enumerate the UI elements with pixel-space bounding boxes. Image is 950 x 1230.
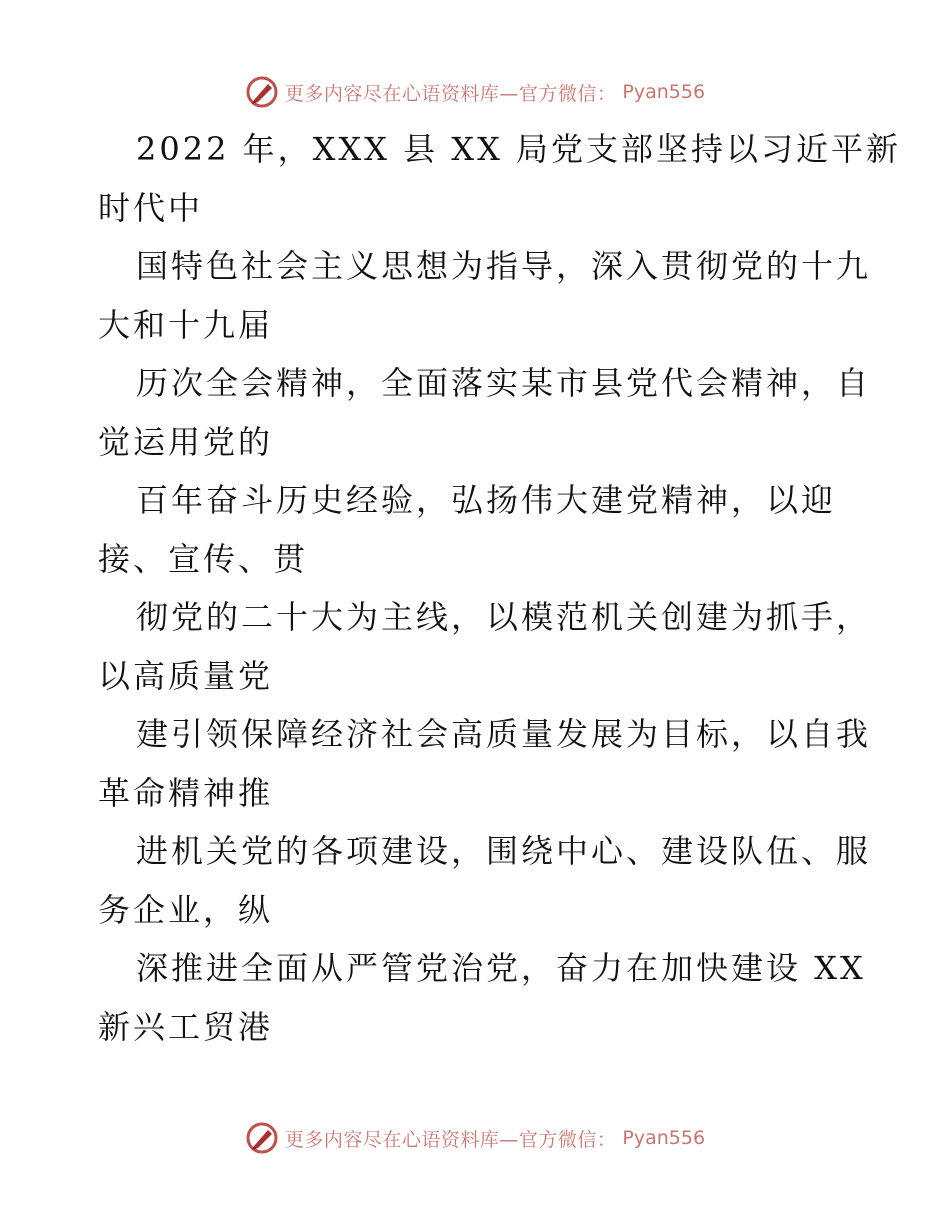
body-line: 建引领保障经济社会高质量发展为目标，以自我	[136, 715, 872, 753]
watermark-id: Pyan556	[622, 1127, 706, 1149]
pen-logo-icon	[245, 1121, 279, 1155]
body-line: 以高质量党	[98, 656, 274, 695]
body-line: 进机关党的各项建设，围绕中心、建设队伍、服	[136, 832, 872, 870]
pen-logo-icon	[245, 75, 279, 109]
body-line: 彻党的二十大为主线，以模范机关创建为抓手，	[136, 598, 872, 636]
body-line: 深推进全面从严管党治党，奋力在加快建设 XX	[136, 949, 866, 987]
body-line: 觉运用党的	[98, 422, 274, 461]
document-body	[98, 120, 902, 1056]
body-line: 新兴工贸港	[98, 1007, 274, 1046]
watermark-id: Pyan556	[622, 81, 706, 103]
footer-watermark	[0, 1118, 950, 1158]
body-line: 务企业，纵	[98, 890, 274, 929]
body-line: 2022 年，XXX 县 XX 局党支部坚持以习近平新	[136, 130, 902, 168]
body-line: 历次全会精神，全面落实某市县党代会精神，自	[136, 364, 872, 402]
body-line: 革命精神推	[98, 773, 274, 812]
watermark-text: 更多内容尽在心语资料库—官方微信：	[284, 1128, 617, 1151]
body-line: 接、宣传、贯	[98, 539, 309, 578]
body-line: 时代中	[98, 188, 204, 227]
watermark-text: 更多内容尽在心语资料库—官方微信：	[284, 82, 617, 105]
body-line: 国特色社会主义思想为指导，深入贯彻党的十九	[136, 247, 872, 285]
body-line: 大和十九届	[98, 305, 274, 344]
body-line: 百年奋斗历史经验，弘扬伟大建党精神，以迎	[136, 481, 837, 519]
header-watermark	[0, 72, 950, 112]
